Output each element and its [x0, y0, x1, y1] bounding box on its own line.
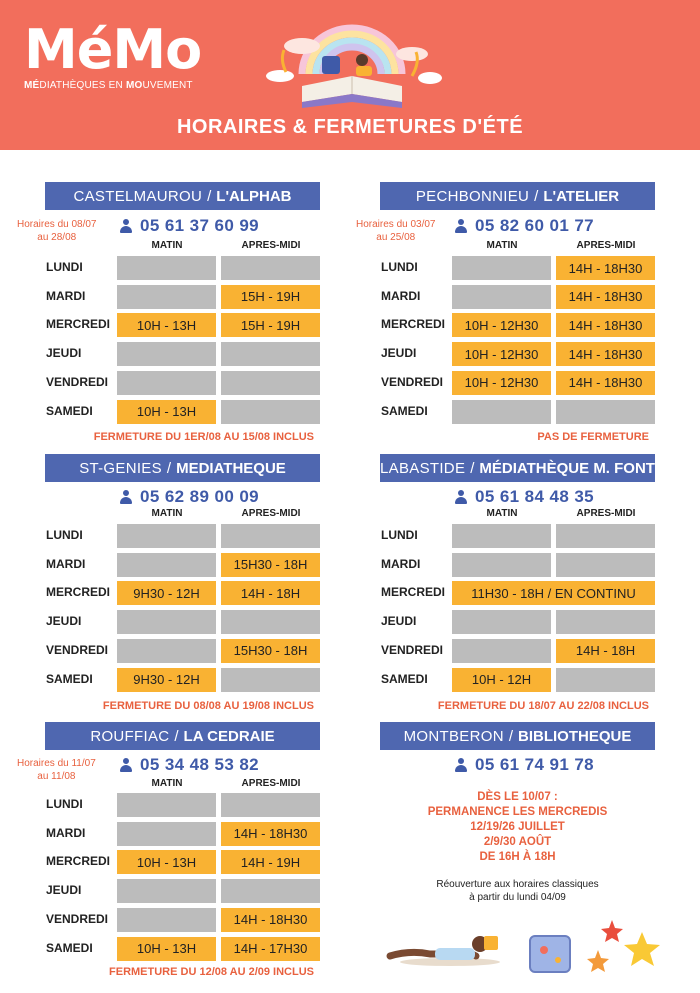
- schedule-cell-morning: [117, 879, 216, 903]
- schedule-cell-morning: [117, 610, 216, 634]
- schedule-cell-morning: 9H30 - 12H: [117, 581, 216, 605]
- column-head-afternoon: APRES-MIDI: [576, 508, 636, 519]
- schedule-cell-morning: 10H - 13H: [117, 937, 216, 961]
- column-head-morning: MATIN: [486, 508, 518, 519]
- day-label-jeudi: JEUDI: [46, 346, 82, 361]
- schedule-cell-afternoon: 15H30 - 18H: [221, 553, 320, 577]
- schedule-cell-afternoon: [221, 668, 320, 692]
- schedule-cell-morning: [452, 610, 551, 634]
- schedule-cell-afternoon: [221, 256, 320, 280]
- location-name: MONTBERON: [403, 727, 504, 745]
- person-icon: [455, 758, 467, 772]
- phone-text: 05 61 37 60 99: [140, 216, 260, 235]
- closure-note: FERMETURE DU 12/08 AU 2/09 INCLUS: [109, 966, 314, 978]
- phone-text: 05 61 84 48 35: [475, 487, 595, 506]
- day-label-mardi: MARDI: [46, 825, 86, 840]
- day-label-samedi: SAMEDI: [381, 671, 428, 686]
- logo-tagline: MÉDIATHÈQUES EN MOUVEMENT: [24, 80, 193, 91]
- schedule-cell-morning: [452, 553, 551, 577]
- day-label-lundi: LUNDI: [46, 528, 83, 542]
- schedule-cell-afternoon: 14H - 18H30: [556, 256, 655, 280]
- day-label-samedi: SAMEDI: [46, 403, 93, 418]
- library-name: L'ATELIER: [543, 187, 620, 205]
- hours-period-note: Horaires du 08/07 au 28/08: [17, 219, 97, 243]
- schedule-cell-afternoon: [221, 793, 320, 817]
- day-label-jeudi: JEUDI: [381, 346, 417, 361]
- person-icon: [455, 219, 467, 233]
- person-icon: [120, 219, 132, 233]
- column-head-afternoon: APRES-MIDI: [241, 508, 301, 519]
- column-head-afternoon: APRES-MIDI: [576, 240, 636, 251]
- schedule-cell-afternoon: [556, 610, 655, 634]
- schedule-cell-afternoon: 15H30 - 18H: [221, 639, 320, 663]
- section-title-bar-rouffiac: [45, 722, 320, 750]
- day-label-mercredi: MERCREDI: [46, 854, 111, 869]
- schedule-cell-afternoon: 14H - 18H30: [221, 822, 320, 846]
- schedule-cell-afternoon: 14H - 18H30: [556, 371, 655, 395]
- day-label-mercredi: MERCREDI: [46, 585, 111, 600]
- day-label-jeudi: JEUDI: [381, 614, 417, 629]
- section-title-bar-labastide: [380, 454, 655, 482]
- library-name: MÉDIATHÈQUE M. FONT: [479, 459, 655, 477]
- day-label-vendredi: VENDREDI: [46, 374, 109, 389]
- day-label-lundi: LUNDI: [381, 260, 418, 274]
- phone-number: [120, 755, 259, 775]
- person-icon: [120, 490, 132, 504]
- schedule-cell-afternoon: [221, 371, 320, 395]
- schedule-cell-morning: [452, 524, 551, 548]
- column-head-morning: MATIN: [151, 240, 183, 251]
- day-label-jeudi: JEUDI: [46, 614, 82, 629]
- schedule-cell-afternoon: 15H - 19H: [221, 313, 320, 337]
- schedule-cell-morning: 10H - 13H: [117, 313, 216, 337]
- schedule-cell-morning: [117, 256, 216, 280]
- schedule-cell-afternoon: 14H - 18H30: [221, 908, 320, 932]
- closure-note: FERMETURE DU 18/07 AU 22/08 INCLUS: [437, 700, 649, 712]
- schedule-cell-morning: [117, 822, 216, 846]
- day-label-samedi: SAMEDI: [46, 671, 93, 686]
- day-label-mardi: MARDI: [46, 556, 86, 571]
- schedule-cell-afternoon: [221, 879, 320, 903]
- day-label-lundi: LUNDI: [46, 260, 83, 274]
- day-label-vendredi: VENDREDI: [46, 642, 109, 657]
- phone-text: 05 62 89 00 09: [140, 487, 260, 506]
- column-head-afternoon: APRES-MIDI: [241, 240, 301, 251]
- location-name: ST-GENIES: [79, 459, 162, 477]
- day-label-mercredi: MERCREDI: [46, 317, 111, 332]
- schedule-cell-afternoon: 14H - 18H: [556, 639, 655, 663]
- day-label-mercredi: MERCREDI: [381, 317, 446, 332]
- schedule-cell-afternoon: [556, 524, 655, 548]
- schedule-cell-morning: [117, 639, 216, 663]
- day-label-samedi: SAMEDI: [381, 403, 428, 418]
- montberon-permanence: DÈS LE 10/07 : PERMANENCE LES MERCREDIS 12/19/26 JUILLET 2/9/30 AOÛT DE 16H À 18H: [427, 791, 608, 863]
- day-label-lundi: LUNDI: [46, 797, 83, 811]
- day-label-mardi: MARDI: [381, 556, 421, 571]
- section-title-bar-montberon: [380, 722, 655, 750]
- day-label-lundi: LUNDI: [381, 528, 418, 542]
- schedule-cell-afternoon: [556, 400, 655, 424]
- phone-text: 05 82 60 01 77: [475, 216, 595, 235]
- title-separator: /: [508, 727, 514, 745]
- person-icon: [120, 758, 132, 772]
- rainbow-book-illustration: [262, 16, 442, 116]
- schedule-cell-morning: [117, 524, 216, 548]
- page-title: HORAIRES & FERMETURES D'ÉTÉ: [176, 116, 524, 138]
- section-title-bar-castelmaurou: [45, 182, 320, 210]
- schedule-cell-afternoon: [221, 524, 320, 548]
- title-separator: /: [166, 459, 172, 477]
- closure-note: FERMETURE DU 08/08 AU 19/08 INCLUS: [102, 700, 314, 712]
- library-name: MEDIATHEQUE: [176, 459, 286, 477]
- column-head-morning: MATIN: [486, 240, 518, 251]
- location-name: ROUFFIAC: [90, 727, 170, 745]
- schedule-cell-afternoon: 14H - 18H30: [556, 342, 655, 366]
- schedule-cell-afternoon: 14H - 18H30: [556, 313, 655, 337]
- phone-number: [120, 216, 259, 236]
- schedule-cell-morning: 10H - 13H: [117, 400, 216, 424]
- memo-logo: MéMo: [24, 18, 202, 81]
- library-name: BIBLIOTHEQUE: [518, 727, 632, 745]
- phone-number: [120, 487, 259, 507]
- phone-number: [455, 216, 594, 236]
- schedule-cell-morning: [117, 793, 216, 817]
- schedule-cell-morning: [452, 400, 551, 424]
- schedule-cell-morning: 10H - 12H: [452, 668, 551, 692]
- day-label-vendredi: VENDREDI: [46, 911, 109, 926]
- hours-period-note: Horaires du 03/07 au 25/08: [356, 219, 436, 243]
- library-name: L'ALPHAB: [216, 187, 292, 205]
- schedule-cell-afternoon: 15H - 19H: [221, 285, 320, 309]
- day-label-vendredi: VENDREDI: [381, 374, 444, 389]
- schedule-cell-morning: [117, 908, 216, 932]
- schedule-cell-morning: [452, 639, 551, 663]
- schedule-cell-full-day: 11H30 - 18H / EN CONTINU: [452, 581, 655, 605]
- schedule-cell-morning: 10H - 12H30: [452, 313, 551, 337]
- person-icon: [455, 490, 467, 504]
- phone-number: [455, 755, 594, 775]
- schedule-cell-morning: [117, 371, 216, 395]
- schedule-cell-afternoon: [556, 553, 655, 577]
- schedule-cell-afternoon: [221, 610, 320, 634]
- schedule-cell-afternoon: 14H - 19H: [221, 850, 320, 874]
- hours-period-note: Horaires du 11/07 au 11/08: [17, 758, 96, 782]
- schedule-cell-afternoon: 14H - 18H30: [556, 285, 655, 309]
- schedule-cell-afternoon: 14H - 17H30: [221, 937, 320, 961]
- schedule-cell-morning: 10H - 12H30: [452, 371, 551, 395]
- location-name: PECHBONNIEU: [415, 187, 530, 205]
- closure-note: FERMETURE DU 1ER/08 AU 15/08 INCLUS: [93, 431, 314, 443]
- schedule-cell-afternoon: [221, 342, 320, 366]
- schedule-cell-morning: 10H - 13H: [117, 850, 216, 874]
- schedule-cell-afternoon: 14H - 18H: [221, 581, 320, 605]
- schedule-cell-morning: [117, 553, 216, 577]
- phone-number: [455, 487, 594, 507]
- reading-child-illustration: [380, 910, 680, 985]
- schedule-cell-morning: [452, 256, 551, 280]
- schedule-cell-afternoon: [221, 400, 320, 424]
- day-label-jeudi: JEUDI: [46, 883, 82, 898]
- montberon-reopening-note: Réouverture aux horaires classiques à partir du lundi 04/09: [436, 879, 599, 903]
- day-label-mardi: MARDI: [46, 288, 86, 303]
- day-label-mardi: MARDI: [381, 288, 421, 303]
- schedule-cell-morning: 9H30 - 12H: [117, 668, 216, 692]
- column-head-afternoon: APRES-MIDI: [241, 778, 301, 789]
- title-separator: /: [207, 187, 212, 205]
- title-separator: /: [470, 459, 475, 477]
- schedule-cell-morning: [117, 285, 216, 309]
- day-label-vendredi: VENDREDI: [381, 642, 444, 657]
- schedule-cell-morning: [117, 342, 216, 366]
- section-title-bar-pechbonnieu: [380, 182, 655, 210]
- closure-note: PAS DE FERMETURE: [537, 431, 649, 443]
- section-title-bar-st-genies: [45, 454, 320, 482]
- location-name: LABASTIDE: [380, 459, 466, 477]
- location-name: CASTELMAUROU: [73, 187, 203, 205]
- title-separator: /: [174, 727, 179, 745]
- phone-text: 05 34 48 53 82: [140, 755, 260, 774]
- day-label-mercredi: MERCREDI: [381, 585, 446, 600]
- schedule-cell-morning: 10H - 12H30: [452, 342, 551, 366]
- column-head-morning: MATIN: [151, 778, 183, 789]
- day-label-samedi: SAMEDI: [46, 940, 93, 955]
- library-name: LA CEDRAIE: [183, 727, 275, 745]
- schedule-cell-morning: [452, 285, 551, 309]
- column-head-morning: MATIN: [151, 508, 183, 519]
- header-banner: [0, 0, 700, 150]
- schedule-cell-afternoon: [556, 668, 655, 692]
- title-separator: /: [534, 187, 539, 205]
- phone-text: 05 61 74 91 78: [475, 755, 595, 774]
